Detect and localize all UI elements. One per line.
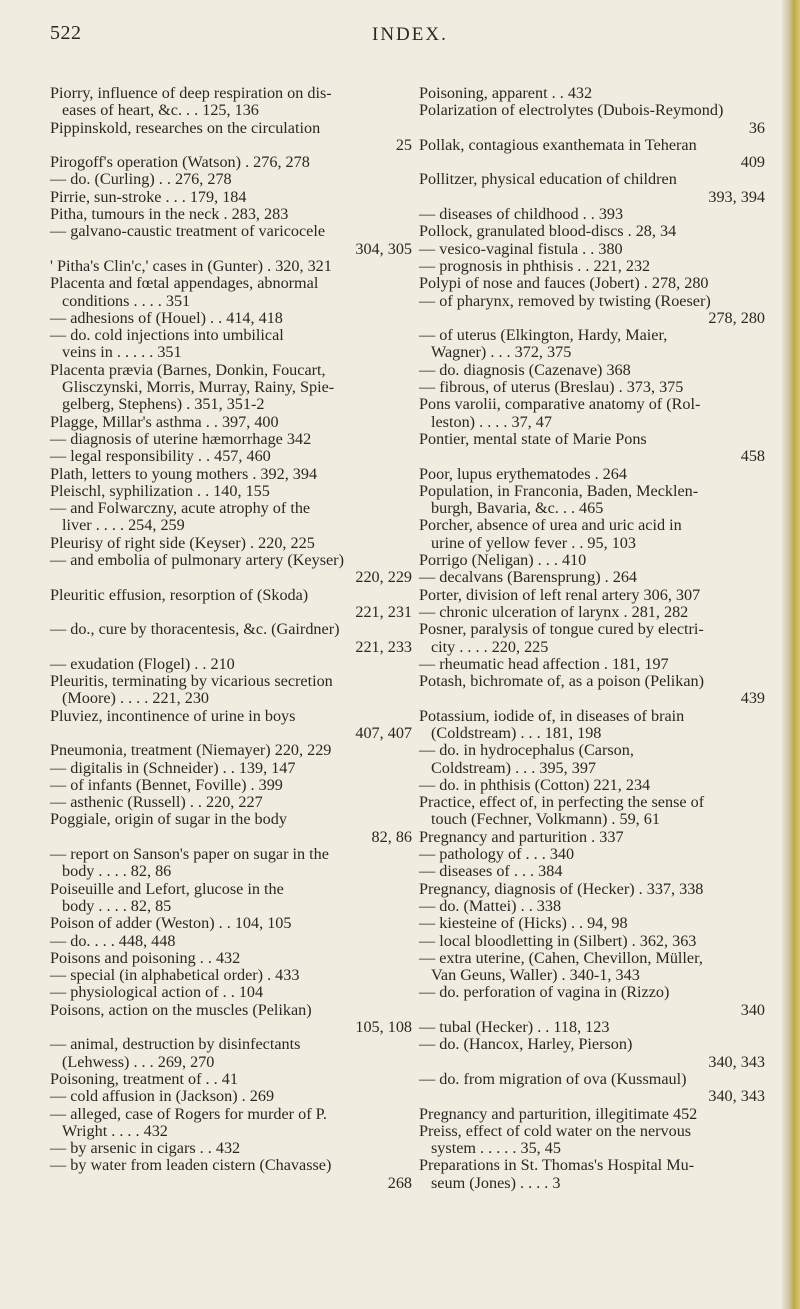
- index-entry: [419, 881, 765, 898]
- index-entry-line: Pluviez, incontinence of urine in boys: [50, 706, 296, 725]
- index-entry: [419, 1019, 765, 1036]
- index-entry-line: Pleurisy of right side (Keyser) . 220, 225: [50, 533, 315, 552]
- index-entry: [50, 171, 412, 188]
- index-entry-line: — exudation (Flogel) . . 210: [50, 654, 235, 673]
- index-column-right: [419, 85, 765, 1192]
- index-entry-line: body . . . . 82, 85: [62, 896, 172, 915]
- page-number: 522: [50, 22, 82, 44]
- index-entry-line: gelberg, Stephens) . 351, 351-2: [62, 395, 265, 414]
- index-entry: [419, 362, 765, 379]
- index-entry: [419, 102, 765, 137]
- index-entry-line: Poggiale, origin of sugar in the body: [50, 810, 287, 829]
- index-entry-line: (Coldstream) . . . 181, 198: [431, 723, 602, 742]
- index-entry: [50, 846, 412, 881]
- index-entry-line: 340, 343: [708, 1087, 765, 1106]
- index-entry-line: seum (Jones) . . . . 3: [431, 1173, 561, 1192]
- index-entry: [419, 742, 765, 777]
- index-entry: [419, 656, 765, 673]
- index-entry-line: Pleuritis, terminating by vicarious secretion: [50, 672, 333, 691]
- index-entry-line: — by water from leaden cistern (Chavasse): [50, 1156, 332, 1175]
- index-entry-line: — do. in hydrocephalus (Carson,: [419, 741, 634, 760]
- index-entry-line: — do. (Mattei) . . 338: [419, 896, 562, 915]
- index-entry: [419, 673, 765, 708]
- index-entry-line: 340: [740, 1000, 765, 1019]
- index-entry-line: Piorry, influence of deep respiration on dis-: [50, 84, 332, 102]
- index-entry: [50, 881, 412, 916]
- index-entry-line: 304, 305: [355, 239, 412, 258]
- index-entry-line: — do. in phthisis (Cotton) 221, 234: [419, 775, 651, 794]
- index-entry-line: — diagnosis of uterine hæmorrhage 342: [50, 429, 312, 448]
- index-entry: [50, 984, 412, 1001]
- index-entry-line: body . . . . 82, 86: [62, 862, 172, 881]
- index-entry: [419, 794, 765, 829]
- index-entry-line: — tubal (Hecker) . . 118, 123: [419, 1018, 610, 1037]
- index-entry-line: 221, 231: [355, 602, 412, 621]
- index-entry-line: Pollak, contagious exanthemata in Teheran: [419, 135, 697, 154]
- index-entry-line: — report on Sanson's paper on sugar in the: [50, 845, 329, 864]
- index-entry-line: — rheumatic head affection . 181, 197: [419, 654, 669, 673]
- index-entry-line: 340, 343: [708, 1052, 765, 1071]
- index-entry: [419, 846, 765, 863]
- index-entry: [50, 1157, 412, 1192]
- index-entry-line: — adhesions of (Houel) . . 414, 418: [50, 308, 283, 327]
- index-entry-line: (Moore) . . . . 221, 230: [62, 689, 210, 708]
- index-entry-line: veins in . . . . . 351: [62, 343, 182, 362]
- index-entry: [419, 327, 765, 362]
- index-entry-line: — by arsenic in cigars . . 432: [50, 1139, 241, 1158]
- index-entry: [50, 448, 412, 465]
- index-entry-line: — cold affusion in (Jackson) . 269: [50, 1087, 275, 1106]
- index-entry-line: — local bloodletting in (Silbert) . 362, 363: [419, 931, 697, 950]
- index-entry-line: 36: [748, 118, 765, 137]
- index-entry: [419, 396, 765, 431]
- index-entry: [50, 1140, 412, 1157]
- index-entry-line: — do. (Hancox, Harley, Pierson): [419, 1035, 633, 1054]
- index-entry-line: urine of yellow fever . . 95, 103: [431, 533, 636, 552]
- running-head: INDEX.: [372, 24, 448, 45]
- index-entry-line: 25: [395, 135, 412, 154]
- index-entry: [419, 933, 765, 950]
- index-entry-line: — and Folwarczny, acute atrophy of the: [50, 499, 311, 518]
- index-entry: [50, 742, 412, 759]
- index-entry-line: — kiesteine of (Hicks) . . 94, 98: [419, 914, 628, 933]
- index-entry: [50, 933, 412, 950]
- index-entry-line: — of pharynx, removed by twisting (Roeser): [419, 291, 711, 310]
- index-entry: [50, 500, 412, 535]
- index-entry-line: — physiological action of . . 104: [50, 983, 264, 1002]
- index-entry: [419, 1071, 765, 1106]
- index-entry: [50, 1106, 412, 1141]
- index-entry-line: 407, 407: [355, 723, 412, 742]
- index-entry-line: eases of heart, &c. . . 125, 136: [62, 101, 259, 120]
- index-entry-line: — of infants (Bennet, Foville) . 399: [50, 775, 283, 794]
- index-entry-line: Preparations in St. Thomas's Hospital Mu-: [419, 1156, 695, 1175]
- index-entry: [419, 517, 765, 552]
- index-entry-line: Plath, letters to young mothers . 392, 394: [50, 464, 318, 483]
- index-entry: [50, 154, 412, 171]
- index-entry-line: Potassium, iodide of, in diseases of brain: [419, 706, 685, 725]
- index-entry: [50, 621, 412, 656]
- index-entry: [419, 950, 765, 985]
- index-entry: [50, 950, 412, 967]
- index-entry: [419, 1123, 765, 1158]
- index-entry-line: 458: [740, 447, 765, 466]
- index-entry: [50, 310, 412, 327]
- index-entry: [50, 258, 412, 275]
- index-entry-line: Wagner) . . . 372, 375: [431, 343, 572, 362]
- index-entry-line: leston) . . . . 37, 47: [431, 412, 552, 431]
- index-entry: [50, 1002, 412, 1037]
- index-entry: [419, 984, 765, 1019]
- index-entry-line: Pons varolii, comparative anatomy of (Rol-: [419, 395, 701, 414]
- index-entry: [50, 1071, 412, 1088]
- index-entry-line: — legal responsibility . . 457, 460: [50, 447, 271, 466]
- index-entry-line: Porcher, absence of urea and uric acid in: [419, 516, 682, 535]
- index-entry: [419, 915, 765, 932]
- index-entry-line: Polarization of electrolytes (Dubois-Reymond): [419, 101, 724, 120]
- index-entry-line: Pontier, mental state of Marie Pons: [419, 429, 647, 448]
- index-entry-line: — decalvans (Barensprung) . 264: [419, 568, 638, 587]
- index-column-left: [50, 85, 412, 1192]
- index-entry-line: — animal, destruction by disinfectants: [50, 1035, 301, 1054]
- index-entry: [50, 1088, 412, 1105]
- index-entry-line: Pollitzer, physical education of children: [419, 170, 677, 189]
- index-entry-line: — do. (Curling) . . 276, 278: [50, 170, 232, 189]
- index-entry-line: — diseases of childhood . . 393: [419, 205, 624, 224]
- index-entry: [50, 327, 412, 362]
- index-entry-line: — fibrous, of uterus (Breslau) . 373, 375: [419, 378, 684, 397]
- index-entry-line: 221, 233: [355, 637, 412, 656]
- index-entry: [419, 137, 765, 172]
- index-entry: [50, 915, 412, 932]
- index-entry: [50, 777, 412, 794]
- index-entry: [419, 604, 765, 621]
- index-entry-line: — do. cold injections into umbilical: [50, 326, 284, 345]
- index-entry: [50, 466, 412, 483]
- index-entry-line: Poisons, action on the muscles (Pelikan): [50, 1000, 312, 1019]
- index-entry: [50, 275, 412, 310]
- index-entry-line: conditions . . . . 351: [62, 291, 191, 310]
- index-entry: [419, 777, 765, 794]
- index-entry-line: — chronic ulceration of larynx . 281, 282: [419, 602, 689, 621]
- index-entry-line: (Lehwess) . . . 269, 270: [62, 1052, 215, 1071]
- index-entry: [50, 120, 412, 155]
- index-entry: [50, 794, 412, 811]
- index-entry-line: Plagge, Millar's asthma . . 397, 400: [50, 412, 279, 431]
- index-entry-line: 82, 86: [371, 827, 412, 846]
- index-entry: [419, 1036, 765, 1071]
- index-entry-line: — do. . . . 448, 448: [50, 931, 176, 950]
- index-entry-line: Pneumonia, treatment (Niemayer) 220, 229: [50, 741, 332, 760]
- index-entry-line: burgh, Bavaria, &c. . . 465: [431, 499, 604, 518]
- index-entry-line: — extra uterine, (Cahen, Chevillon, Müller,: [419, 948, 703, 967]
- index-entry: [50, 673, 412, 708]
- index-entry-line: system . . . . . 35, 45: [431, 1139, 561, 1158]
- index-entry: [419, 293, 765, 328]
- index-entry-line: Glisczynski, Morris, Murray, Rainy, Spie-: [62, 378, 335, 397]
- index-entry: [50, 760, 412, 777]
- index-entry-line: — galvano-caustic treatment of varicocele: [50, 222, 326, 241]
- index-entry: [50, 587, 412, 622]
- index-entry: [50, 552, 412, 587]
- book-spine-edge: [782, 0, 800, 1309]
- index-entry-line: — do., cure by thoracentesis, &c. (Gairdner): [50, 620, 340, 639]
- index-entry-line: — digitalis in (Schneider) . . 139, 147: [50, 758, 296, 777]
- index-entry: [50, 206, 412, 223]
- index-entry: [50, 189, 412, 206]
- index-entry: [419, 206, 765, 223]
- index-entry-line: Wright . . . . 432: [62, 1121, 168, 1140]
- index-entry-line: — do. from migration of ova (Kussmaul): [419, 1069, 687, 1088]
- index-entry-line: 439: [740, 689, 765, 708]
- index-entry-line: Potash, bichromate of, as a poison (Pelikan): [419, 672, 705, 691]
- index-entry: [419, 171, 765, 206]
- index-entry: [50, 656, 412, 673]
- index-entry: [50, 483, 412, 500]
- index-entry-line: Preiss, effect of cold water on the nervous: [419, 1121, 692, 1140]
- index-entry-line: Poisons and poisoning . . 432: [50, 948, 241, 967]
- index-entry: [419, 1106, 765, 1123]
- index-entry-line: Coldstream) . . . 395, 397: [431, 758, 597, 777]
- index-entry-line: 409: [740, 153, 765, 172]
- index-entry: [50, 535, 412, 552]
- index-entry-line: 278, 280: [708, 308, 765, 327]
- index-entry-line: — prognosis in phthisis . . 221, 232: [419, 256, 651, 275]
- index-entry-line: Pirrie, sun-stroke . . . 179, 184: [50, 187, 247, 206]
- index-entry: [419, 483, 765, 518]
- index-entry-line: touch (Fechner, Volkmann) . 59, 61: [431, 810, 660, 829]
- index-entry-line: — special (in alphabetical order) . 433: [50, 966, 300, 985]
- index-entry: [50, 85, 412, 120]
- index-entry-line: Practice, effect of, in perfecting the sense of: [419, 793, 705, 812]
- index-entry-line: — pathology of . . . 340: [419, 845, 575, 864]
- index-entry-line: Poiseuille and Lefort, glucose in the: [50, 879, 284, 898]
- index-entry-line: Pollock, granulated blood-discs . 28, 34: [419, 222, 677, 241]
- index-entry: [50, 708, 412, 743]
- index-entry-line: Van Geuns, Waller) . 340-1, 343: [431, 966, 640, 985]
- index-entry: [419, 85, 765, 102]
- index-entry-line: ' Pitha's Clin'c,' cases in (Gunter) . 320, 321: [50, 256, 332, 275]
- index-entry: [419, 275, 765, 292]
- index-entry-line: 393, 394: [708, 187, 765, 206]
- index-entry: [50, 811, 412, 846]
- index-entry-line: Poor, lupus erythematodes . 264: [419, 464, 627, 483]
- index-entry: [50, 362, 412, 414]
- index-entry-line: Pitha, tumours in the neck . 283, 283: [50, 205, 289, 224]
- index-entry-line: Poison of adder (Weston) . . 104, 105: [50, 914, 292, 933]
- index-entry: [419, 1157, 765, 1192]
- index-entry: [419, 431, 765, 466]
- index-entry: [419, 466, 765, 483]
- index-entry-line: — diseases of . . . 384: [419, 862, 563, 881]
- index-entry: [419, 587, 765, 604]
- index-entry-line: Pippinskold, researches on the circulation: [50, 118, 321, 137]
- index-entry: [50, 223, 412, 258]
- index-entry-line: Pregnancy and parturition . 337: [419, 827, 624, 846]
- index-entry: [50, 431, 412, 448]
- index-entry-line: 220, 229: [355, 568, 412, 587]
- index-entry-line: Poisoning, treatment of . . 41: [50, 1069, 238, 1088]
- index-entry-line: — vesico-vaginal fistula . . 380: [419, 239, 623, 258]
- index-entry-line: Polypi of nose and fauces (Jobert) . 278, 280: [419, 274, 709, 293]
- index-entry: [50, 1036, 412, 1071]
- index-entry: [419, 552, 765, 569]
- index-entry: [419, 621, 765, 656]
- index-entry-line: 268: [387, 1173, 412, 1192]
- index-entry-line: — do. perforation of vagina in (Rizzo): [419, 983, 670, 1002]
- index-entry: [419, 863, 765, 880]
- index-entry-line: — and embolia of pulmonary artery (Keyser): [50, 551, 344, 570]
- index-entry-line: Placenta prævia (Barnes, Donkin, Foucart,: [50, 360, 326, 379]
- index-entry: [419, 241, 765, 258]
- index-entry: [419, 898, 765, 915]
- index-entry-line: Pregnancy and parturition, illegitimate 452: [419, 1104, 698, 1123]
- index-entry-line: — asthenic (Russell) . . 220, 227: [50, 793, 263, 812]
- index-entry-line: Population, in Franconia, Baden, Mecklen-: [419, 481, 699, 500]
- index-entry-line: Pirogoff's operation (Watson) . 276, 278: [50, 153, 310, 172]
- index-entry: [419, 258, 765, 275]
- index-entry-line: — do. diagnosis (Cazenave) 368: [419, 360, 631, 379]
- index-entry-line: Placenta and fœtal appendages, abnormal: [50, 274, 319, 293]
- index-entry-line: Pleischl, syphilization . . 140, 155: [50, 481, 270, 500]
- index-entry: [419, 379, 765, 396]
- index-entry-line: — of uterus (Elkington, Hardy, Maier,: [419, 326, 668, 345]
- index-entry: [419, 708, 765, 743]
- index-entry-line: Posner, paralysis of tongue cured by electri-: [419, 620, 704, 639]
- index-entry-line: Porter, division of left renal artery 306, 307: [419, 585, 701, 604]
- index-entry-line: 105, 108: [355, 1018, 412, 1037]
- index-entry-line: Pleuritic effusion, resorption of (Skoda): [50, 585, 309, 604]
- index-entry: [419, 569, 765, 586]
- index-entry: [419, 829, 765, 846]
- index-entry-line: city . . . . 220, 225: [431, 637, 549, 656]
- index-entry: [50, 967, 412, 984]
- index-entry-line: Pregnancy, diagnosis of (Hecker) . 337, 338: [419, 879, 704, 898]
- index-entry-line: — alleged, case of Rogers for murder of P.: [50, 1104, 327, 1123]
- index-entry: [419, 223, 765, 240]
- index-entry-line: Poisoning, apparent . . 432: [419, 84, 593, 102]
- index-entry: [50, 414, 412, 431]
- index-entry-line: liver . . . . 254, 259: [62, 516, 185, 535]
- index-entry-line: Porrigo (Neligan) . . . 410: [419, 551, 587, 570]
